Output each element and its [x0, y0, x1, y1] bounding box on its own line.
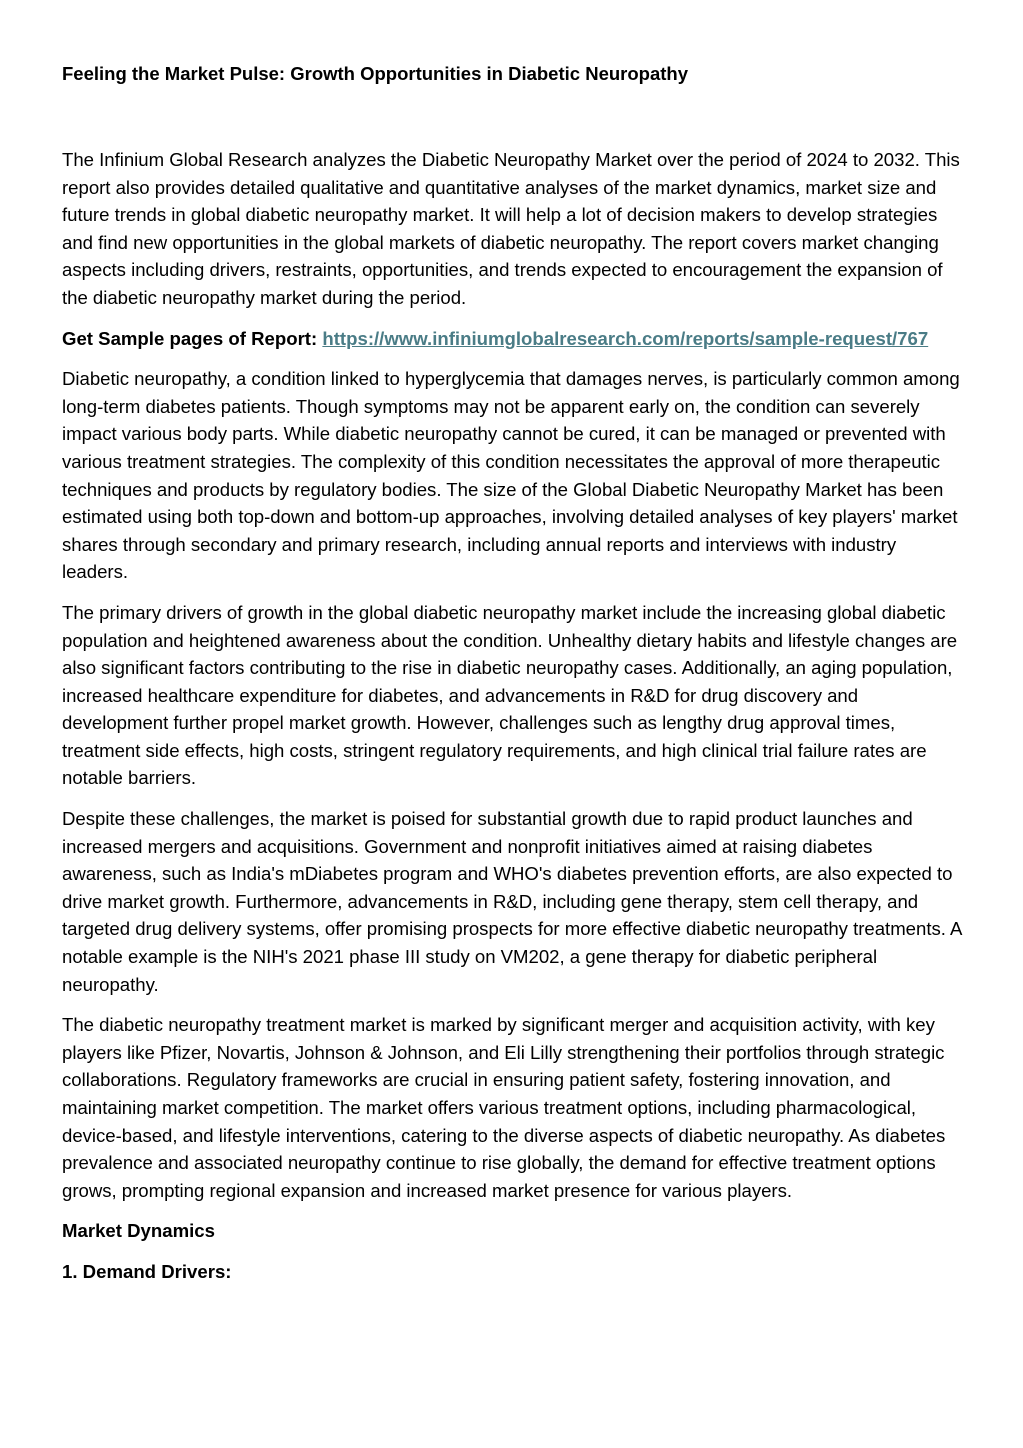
sample-request-line: [62, 325, 963, 353]
subsection-heading: 1. Demand Drivers:: [62, 1260, 232, 1282]
body-paragraph: The primary drivers of growth in the global diabetic neuropathy market include the increasing global diabetic population and heightened awareness about the condition. Unhealthy dietary habits and lifestyle changes are also significant factors contributing to the rise in diabetic neuropathy cases. Additionally, an aging population, increased healthcare expenditure for diabetes, and advancements in R&D for drug discovery and development further propel market growth. However, challenges such as lengthy drug approval times, treatment side effects, high costs, stringent regulatory requirements, and high clinical trial failure rates are notable barriers.: [62, 601, 958, 789]
page-title: Feeling the Market Pulse: Growth Opportunities in Diabetic Neuropathy: [62, 63, 688, 84]
body-paragraph: The diabetic neuropathy treatment market is marked by significant merger and acquisition activity, with key players like Pfizer, Novartis, Johnson & Johnson, and Eli Lilly strengthening their portfolios through strategic collaborations. Regulatory frameworks are crucial in ensuring patient safety, fostering innovation, and maintaining market competition. The market offers various treatment options, including pharmacological, device-based, and lifestyle interventions, catering to the diverse aspects of diabetic neuropathy. As diabetes prevalence and associated neuropathy continue to rise globally, the demand for effective treatment options grows, prompting regional expansion and increased market presence for various players.: [62, 1014, 946, 1201]
intro-paragraph: The Infinium Global Research analyzes the Diabetic Neuropathy Market over the period of 2024 to 2032. This report also provides detailed qualitative and quantitative analyses of the market dynamics, market size and future trends in global diabetic neuropathy market. It will help a lot of decision makers to develop strategies and find new opportunities in the global markets of diabetic neuropathy. The report covers market changing aspects including drivers, restraints, opportunities, and trends expected to encouragement the expansion of the diabetic neuropathy market during the period.: [62, 149, 960, 308]
sample-request-link[interactable]: https://www.infiniumglobalresearch.com/reports/sample-request/767: [322, 327, 929, 349]
body-paragraph: Diabetic neuropathy, a condition linked to hyperglycemia that damages nerves, is particularly common among long-term diabetes patients. Though symptoms may not be apparent early on, the condition can severely impact various body parts. While diabetic neuropathy cannot be cured, it can be managed or prevented with various treatment strategies. The complexity of this condition necessitates the approval of more therapeutic techniques and products by regulatory bodies. The size of the Global Diabetic Neuropathy Market has been estimated using both top-down and bottom-up approaches, involving detailed analyses of key players' market shares through secondary and primary research, including annual reports and interviews with industry leaders.: [62, 368, 960, 583]
section-heading: Market Dynamics: [62, 1220, 215, 1242]
sample-request-label: Get Sample pages of Report:: [62, 327, 318, 349]
body-paragraph: Despite these challenges, the market is poised for substantial growth due to rapid product launches and increased mergers and acquisitions. Government and nonprofit initiatives aimed at raising diabetes awareness, such as India's mDiabetes program and WHO's diabetes prevention efforts, are also expected to drive market growth. Furthermore, advancements in R&D, including gene therapy, stem cell therapy, and targeted drug delivery systems, offer promising prospects for more effective diabetic neuropathy treatments. A notable example is the NIH's 2021 phase III study on VM202, a gene therapy for diabetic peripheral neuropathy.: [62, 808, 962, 995]
